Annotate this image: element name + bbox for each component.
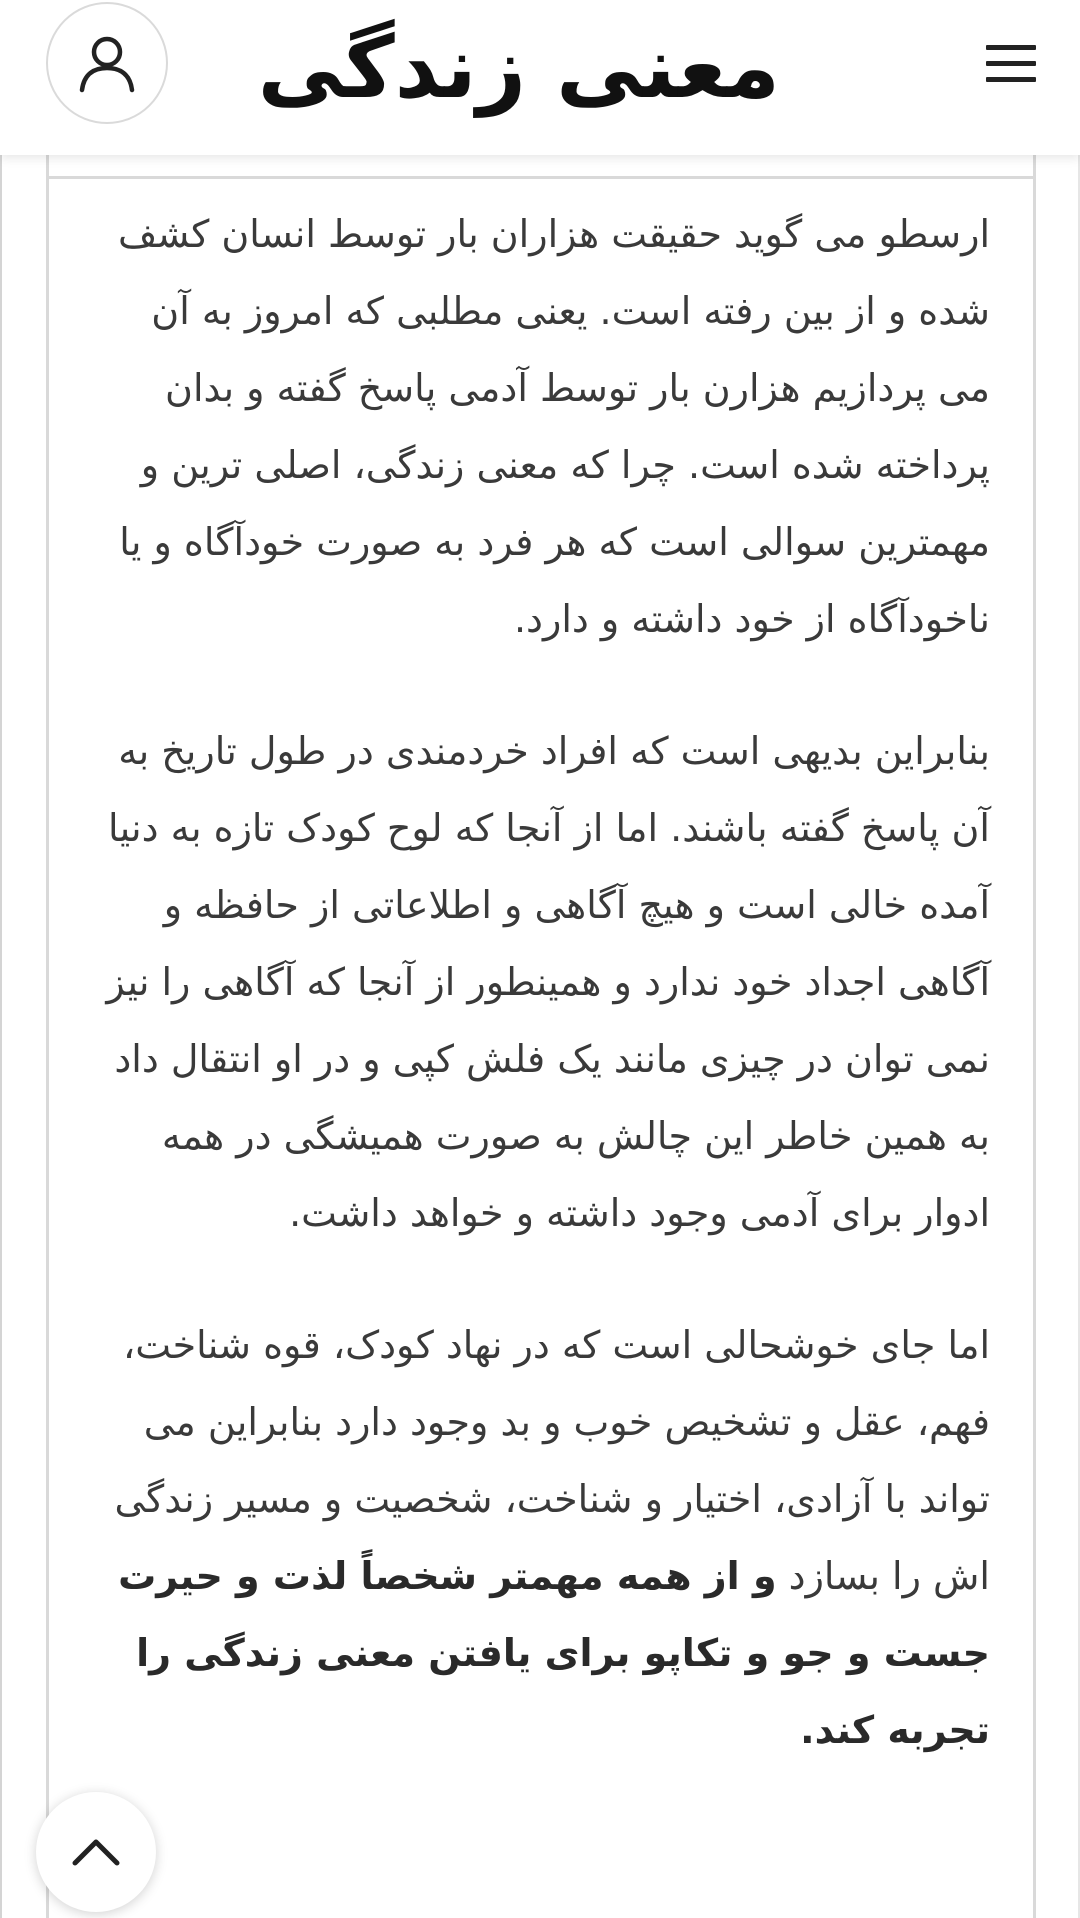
user-icon <box>76 32 138 94</box>
article-top-divider <box>46 176 1036 179</box>
chevron-up-icon <box>71 1837 121 1867</box>
article-body <box>92 196 990 1769</box>
left-edge <box>0 0 2 1918</box>
article-paragraph-3 <box>92 1307 990 1769</box>
hamburger-menu-button[interactable] <box>976 34 1046 94</box>
site-header <box>0 0 1080 155</box>
site-logo-title[interactable]: معنی زندگی <box>257 18 780 118</box>
article-paragraph-3-text: اما جای خوشحالی است که در نهاد کودک، قوه شناخت، فهم، عقل و تشخیص خوب و بد وجود دارد بنابراین می تواند با آزادی، اختیار و شناخت، شخصیت و مسیر زندگی اش را بسازد <box>114 1323 990 1598</box>
scroll-to-top-button[interactable] <box>36 1792 156 1912</box>
article-paragraph-1: ارسطو می گوید حقیقت هزاران بار توسط انسان کشف شده و از بین رفته است. یعنی مطلبی که امروز به آن می پردازیم هزارن بار توسط آدمی پاسخ گفته و بدان پرداخته شده است. چرا که معنی زندگی، اصلی ترین و مهمترین سوالی است که هر فرد به صورت خودآگاه و یا ناخودآگاه از خود داشته و دارد. <box>117 212 990 641</box>
article-paragraph-3-bold: و از همه مهمتر شخصاً لذت و حیرت جست و جو و تکاپو برای یافتن معنی زندگی را تجربه کند. <box>118 1554 990 1752</box>
hamburger-menu-icon <box>984 42 1038 86</box>
user-account-button[interactable] <box>46 2 168 124</box>
article-paragraph-2: بنابراین بدیهی است که افراد خردمندی در طول تاریخ به آن پاسخ گفته باشند. اما از آنجا که لوح کودک تازه به دنیا آمده خالی است و هیچ آگاهی و اطلاعاتی از حافظه و آگاهی اجداد خود ندارد و همینطور از آنجا که آگاهی را نیز نمی توان در چیزی مانند یک فلش کپی و در او انتقال داد به همین خاطر این چالش به صورت همیشگی در همه ادوار برای آدمی وجود داشته و خواهد داشت. <box>106 729 990 1235</box>
